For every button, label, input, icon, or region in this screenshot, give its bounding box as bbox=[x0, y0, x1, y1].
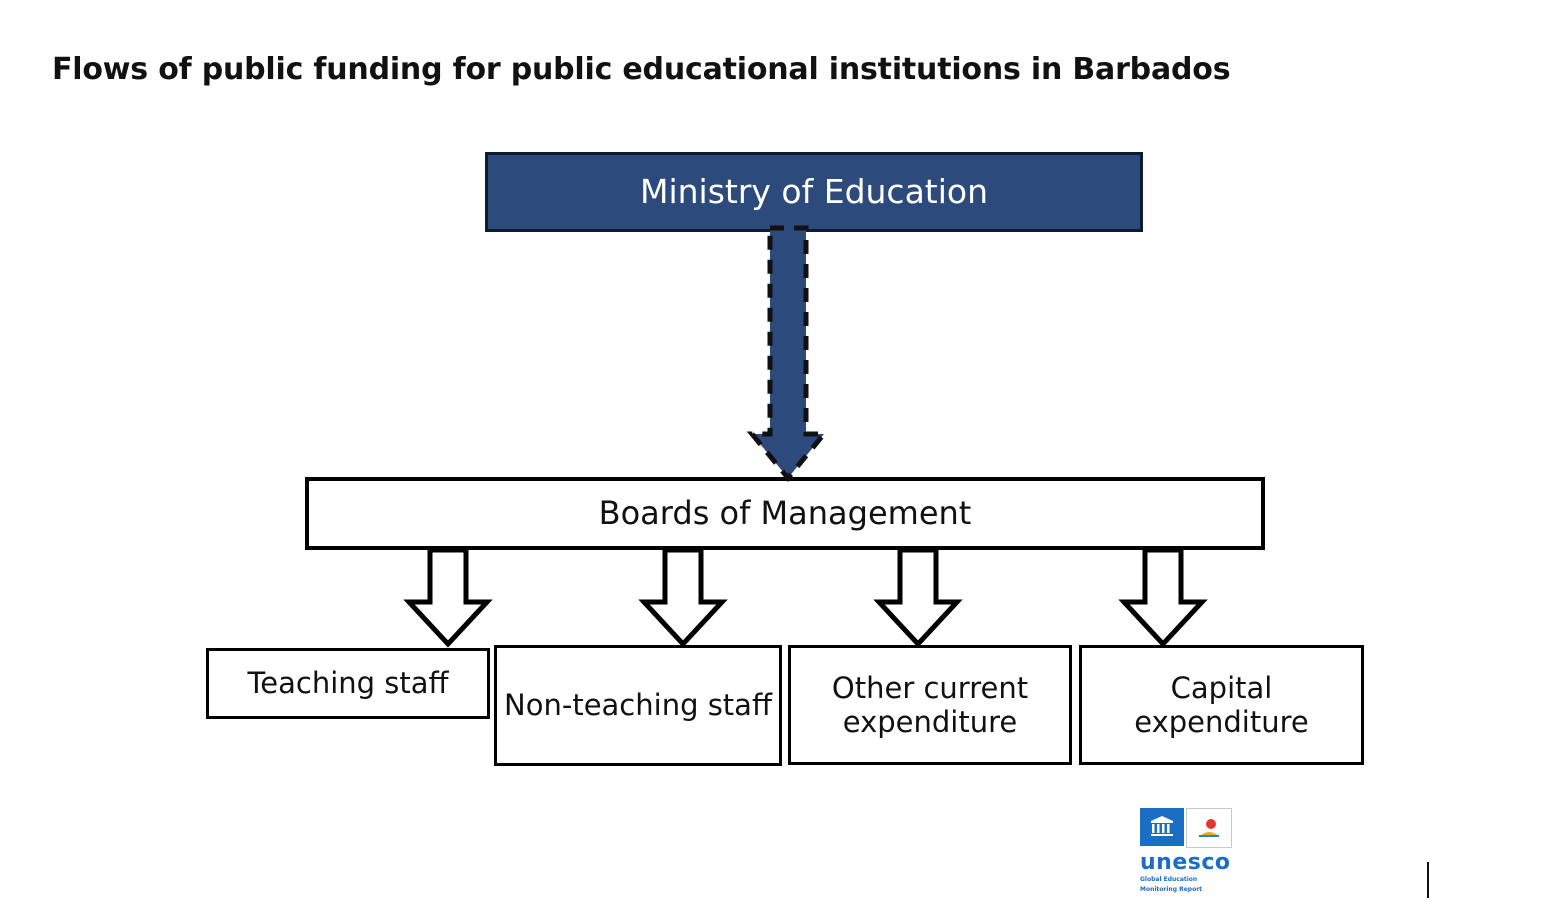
unesco-temple-icon bbox=[1140, 808, 1184, 846]
gem-report-icon bbox=[1186, 808, 1232, 848]
node-ministry-of-education bbox=[485, 152, 1143, 232]
arrow-boards-to-teaching-staff bbox=[409, 550, 487, 644]
node-non-teaching-staff bbox=[494, 645, 782, 766]
node-teaching-staff bbox=[206, 648, 490, 719]
logo-tiles bbox=[1140, 808, 1244, 848]
logo-wordmark: unesco bbox=[1140, 850, 1231, 875]
page-title: Flows of public funding for public educational institutions in Barbados bbox=[52, 52, 1231, 87]
node-label: Boards of Management bbox=[598, 493, 972, 532]
text-caret bbox=[1427, 862, 1429, 898]
node-capital-expenditure bbox=[1079, 645, 1364, 765]
node-label: Other current expenditure bbox=[831, 670, 1029, 739]
node-label: Capital expenditure bbox=[1134, 670, 1309, 739]
node-label: Non-teaching staff bbox=[504, 688, 772, 723]
arrow-ministry-to-boards bbox=[752, 228, 824, 478]
arrow-boards-to-non-teaching-staff bbox=[644, 550, 722, 644]
arrow-boards-to-other-current-expenditure bbox=[879, 550, 957, 644]
node-label: Ministry of Education bbox=[639, 171, 989, 211]
arrow-boards-to-capital-expenditure bbox=[1124, 550, 1202, 644]
logo-subtitle-line1: Global Education bbox=[1140, 876, 1198, 883]
logo-subtitle-line2: Monitoring Report bbox=[1140, 885, 1203, 893]
unesco-gem-logo bbox=[1140, 808, 1244, 893]
node-label: Teaching staff bbox=[247, 666, 449, 701]
node-boards-of-management bbox=[305, 477, 1265, 550]
node-other-current-expenditure bbox=[788, 645, 1072, 765]
